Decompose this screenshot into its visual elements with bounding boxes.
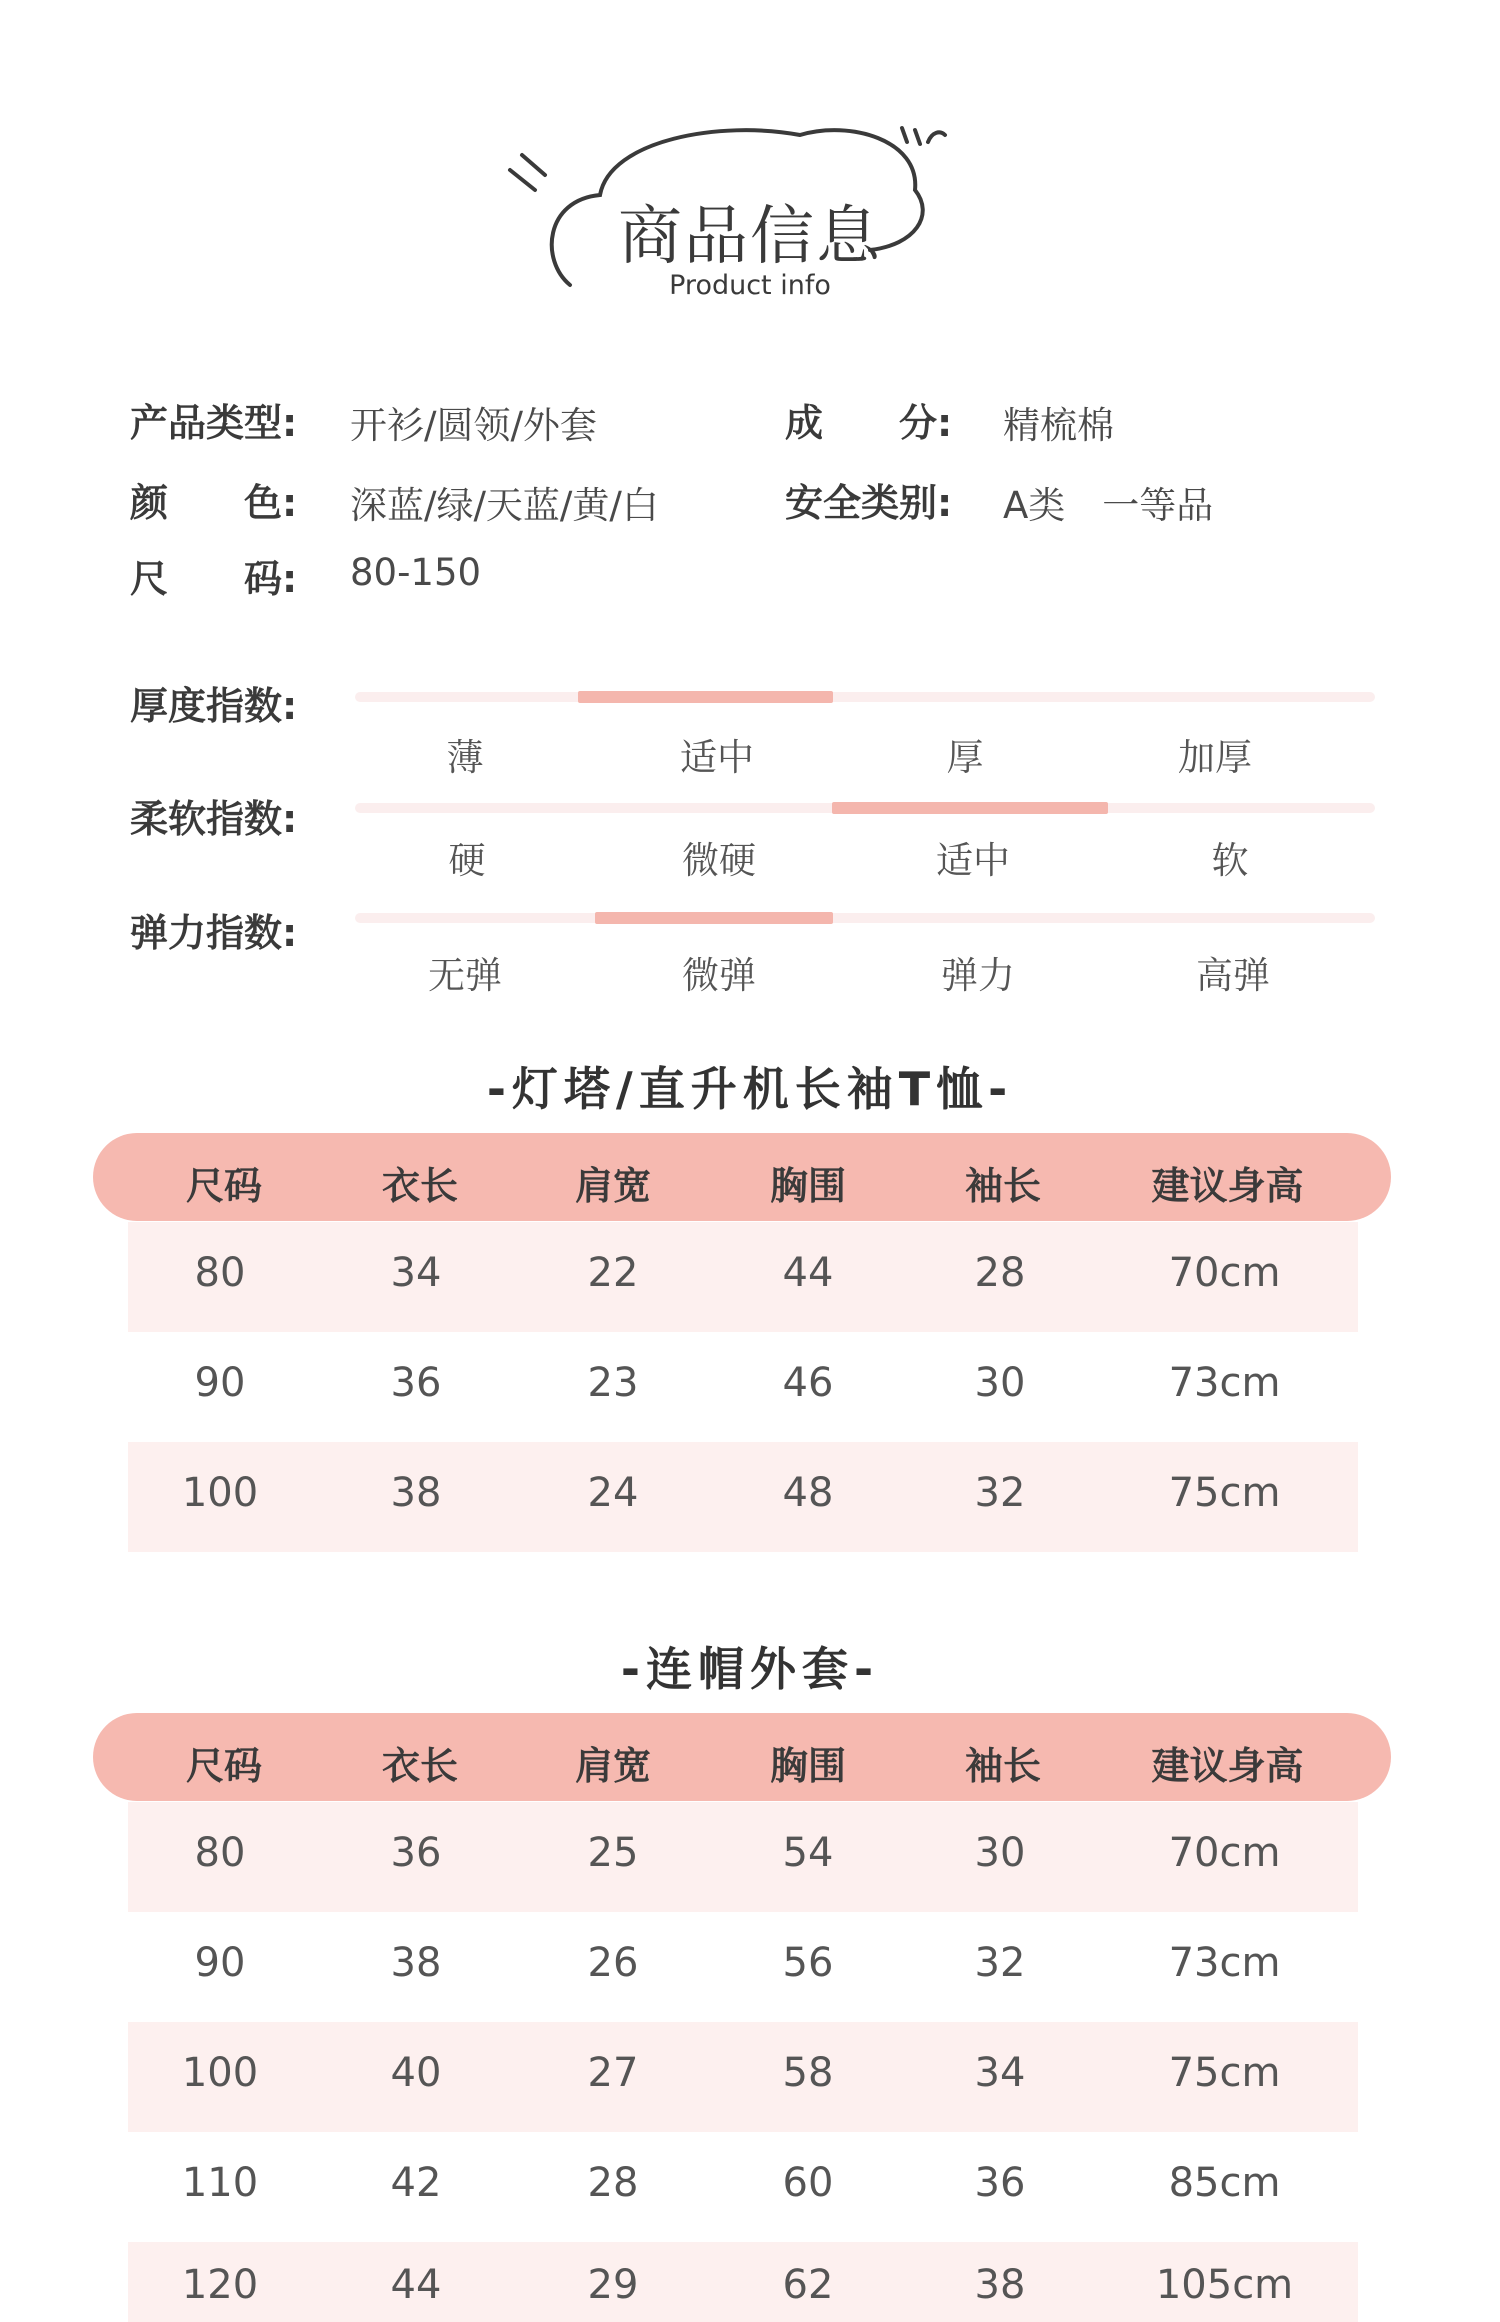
page-subtitle: Product info [669, 270, 831, 301]
table-cell: 36 [974, 2160, 1026, 2206]
table-header-cell: 建议身高 [1151, 1164, 1304, 1208]
table-cell: 85cm [1168, 2160, 1281, 2206]
table-cell: 42 [390, 2160, 442, 2206]
softness-option: 硬 [448, 839, 486, 882]
table-cell: 40 [390, 2050, 442, 2096]
elasticity-option: 高弹 [1196, 954, 1270, 997]
table-cell: 32 [974, 1940, 1026, 1986]
table-header-cell: 尺码 [185, 1164, 262, 1208]
table-header-cell: 肩宽 [574, 1164, 651, 1208]
table-cell: 48 [782, 1470, 834, 1516]
color-value: 深蓝/绿/天蓝/黄/白 [350, 484, 659, 527]
table-cell: 36 [390, 1360, 442, 1406]
table-cell: 34 [974, 2050, 1026, 2096]
softness-index-fill [832, 802, 1108, 814]
thickness-index-track [355, 692, 1375, 702]
color-label: 颜 色: [130, 481, 298, 525]
table-cell: 36 [390, 1830, 442, 1876]
table-cell: 62 [782, 2262, 834, 2308]
elasticity-option: 无弹 [428, 954, 502, 997]
table-cell: 75cm [1168, 1470, 1281, 1516]
table-header-cell: 尺码 [185, 1744, 262, 1788]
table-header-cell: 衣长 [381, 1744, 458, 1788]
table-cell: 44 [390, 2262, 442, 2308]
table-cell: 56 [782, 1940, 834, 1986]
table-cell: 105cm [1155, 2262, 1294, 2308]
safety-label: 安全类别: [785, 481, 953, 525]
softness-option: 适中 [936, 839, 1010, 882]
table-header-cell: 袖长 [964, 1164, 1041, 1208]
table-cell: 27 [587, 2050, 639, 2096]
thickness-index-label: 厚度指数: [130, 684, 298, 728]
table-cell: 28 [974, 1250, 1026, 1296]
table-cell: 46 [782, 1360, 834, 1406]
table-cell: 80 [194, 1250, 246, 1296]
thickness-option: 厚 [946, 736, 984, 779]
elasticity-index-label: 弹力指数: [130, 911, 298, 955]
table-cell: 80 [194, 1830, 246, 1876]
table-header-cell: 肩宽 [574, 1744, 651, 1788]
product-type-label: 产品类型: [130, 401, 298, 445]
table-header-cell: 胸围 [769, 1744, 846, 1788]
table-cell: 70cm [1168, 1830, 1281, 1876]
table-title-tshirt: -灯塔/直升机长袖T恤- [486, 1062, 1014, 1116]
table-cell: 26 [587, 1940, 639, 1986]
table-title-hoodie: -连帽外套- [620, 1642, 880, 1696]
table-cell: 38 [390, 1470, 442, 1516]
safety-value: A类 一等品 [1003, 484, 1214, 527]
elasticity-index-track [355, 913, 1375, 923]
table-cell: 54 [782, 1830, 834, 1876]
size-value: 80-150 [350, 551, 482, 594]
composition-label: 成 分: [785, 401, 953, 445]
table-cell: 23 [587, 1360, 639, 1406]
table-cell: 30 [974, 1360, 1026, 1406]
page-title: 商品信息 [618, 200, 882, 274]
thickness-option: 适中 [680, 736, 754, 779]
table-cell: 58 [782, 2050, 834, 2096]
table-cell: 25 [587, 1830, 639, 1876]
table-cell: 110 [181, 2160, 259, 2206]
table-cell: 73cm [1168, 1360, 1281, 1406]
thickness-option: 薄 [446, 736, 484, 779]
table-cell: 90 [194, 1360, 246, 1406]
table-cell: 100 [181, 2050, 259, 2096]
table-header-cell: 袖长 [964, 1744, 1041, 1788]
table-cell: 30 [974, 1830, 1026, 1876]
table-header-cell: 衣长 [381, 1164, 458, 1208]
softness-option: 软 [1211, 839, 1249, 882]
elasticity-option: 微弹 [682, 954, 756, 997]
composition-value: 精梳棉 [1003, 404, 1114, 447]
size-label: 尺 码: [130, 557, 298, 601]
thickness-index-fill [578, 691, 833, 703]
table-cell: 34 [390, 1250, 442, 1296]
table-cell: 29 [587, 2262, 639, 2308]
table-cell: 22 [587, 1250, 639, 1296]
table-cell: 44 [782, 1250, 834, 1296]
table-cell: 38 [390, 1940, 442, 1986]
table-cell: 38 [974, 2262, 1026, 2308]
table-cell: 90 [194, 1940, 246, 1986]
table-header-cell: 胸围 [769, 1164, 846, 1208]
table-cell: 60 [782, 2160, 834, 2206]
table-cell: 28 [587, 2160, 639, 2206]
table-cell: 120 [181, 2262, 259, 2308]
softness-index-label: 柔软指数: [130, 797, 298, 841]
table-cell: 75cm [1168, 2050, 1281, 2096]
table-cell: 32 [974, 1470, 1026, 1516]
elasticity-index-fill [595, 912, 833, 924]
thickness-option: 加厚 [1178, 736, 1252, 779]
table-cell: 24 [587, 1470, 639, 1516]
table-cell: 100 [181, 1470, 259, 1516]
product-type-value: 开衫/圆领/外套 [350, 404, 597, 447]
table-cell: 70cm [1168, 1250, 1281, 1296]
softness-option: 微硬 [682, 839, 756, 882]
table-header-cell: 建议身高 [1151, 1744, 1304, 1788]
elasticity-option: 弹力 [941, 954, 1015, 997]
table-cell: 73cm [1168, 1940, 1281, 1986]
